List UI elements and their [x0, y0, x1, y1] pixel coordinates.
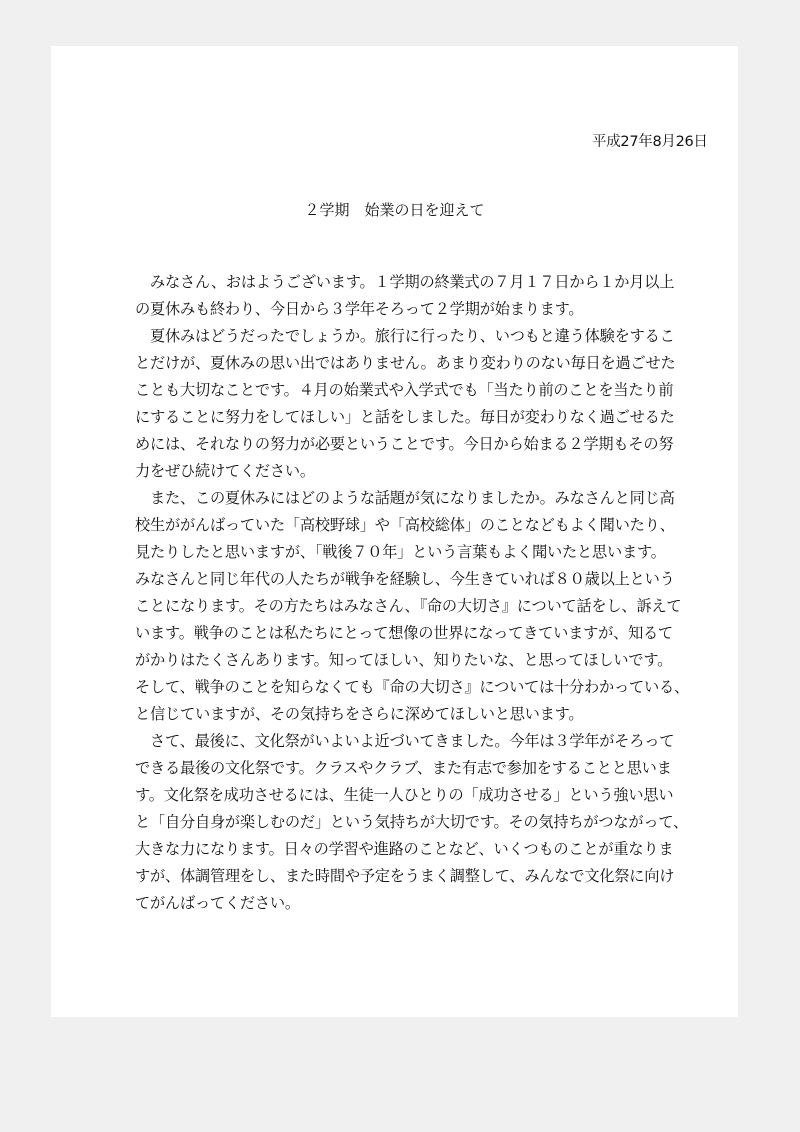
body-line: 校生ががんばっていた「高校野球」や「高校総体」のことなどもよく聞いたり、: [135, 516, 675, 534]
body-line: とだけが、夏休みの思い出ではありません。あまり変わりのない毎日を過ごせた: [135, 354, 676, 372]
body-line: にすることに努力をしてほしい」と話をしました。毎日が変わりなく過ごせるた: [135, 408, 675, 426]
body-line: す。文化祭を成功させるには、生徒一人ひとりの「成功させる」という強い思い: [135, 786, 674, 804]
body-line: ことになります。その方たちはみなさん、『命の大切さ』について話をし、訴えて: [135, 597, 682, 615]
body-line: 夏休みはどうだったでしょうか。旅行に行ったり、いつもと違う体験をするこ: [135, 327, 675, 345]
document-title: ２学期 始業の日を迎えて: [304, 201, 485, 219]
body-line: できる最後の文化祭です。クラスやクラブ、また有志で参加をすることと思いま: [135, 759, 672, 777]
body-line: と信じていますが、その気持ちをさらに深めてほしいと思います。: [135, 705, 584, 723]
body-line: めには、それなりの努力が必要ということです。今日から始まる２学期もその努: [135, 435, 674, 453]
body-line: の夏休みも終わり、今日から３学年そろって２学期が始まります。: [135, 300, 584, 318]
body-line: そして、戦争のことを知らなくても『命の大切さ』については十分わかっている、: [135, 678, 689, 696]
document-date: 平成27年8月26日: [592, 134, 708, 150]
body-line: 力をぜひ続けてください。: [135, 462, 315, 480]
body-line: と「自分自身が楽しむのだ」という気持ちが大切です。その気持ちがつながって、: [135, 813, 689, 831]
body-line: がかりはたくさんあります。知ってほしい、知りたいな、と思ってほしいです。: [135, 651, 673, 669]
body-line: みなさん、おはようございます。１学期の終業式の７月１７日から１か月以上: [135, 273, 675, 291]
body-line: ことも大切なことです。４月の始業式や入学式でも「当たり前のことを当たり前: [135, 381, 674, 399]
body-line: 大きな力になります。日々の学習や進路のことなど、いくつものことが重なりま: [135, 840, 674, 858]
body-line: います。戦争のことは私たちにとって想像の世界になってきていますが、知るて: [135, 624, 673, 642]
body-line: てがんばってください。: [135, 894, 300, 912]
body-line: みなさんと同じ年代の人たちが戦争を経験し、今生きていれば８０歳以上という: [135, 570, 675, 588]
body-line: 見たりしたと思いますが、「戦後７０年」という言葉もよく聞いたと思います。: [135, 543, 666, 561]
body-line: すが、体調管理をし、また時間や予定をうまく調整して、みんなで文化祭に向け: [135, 867, 675, 885]
document-body: [135, 269, 689, 917]
body-line: さて、最後に、文化祭がいよいよ近づいてきました。今年は３学年がそろって: [135, 732, 675, 750]
document-page: [51, 46, 738, 1017]
body-line: また、この夏休みにはどのような話題が気になりましたか。みなさんと同じ高: [135, 489, 675, 507]
